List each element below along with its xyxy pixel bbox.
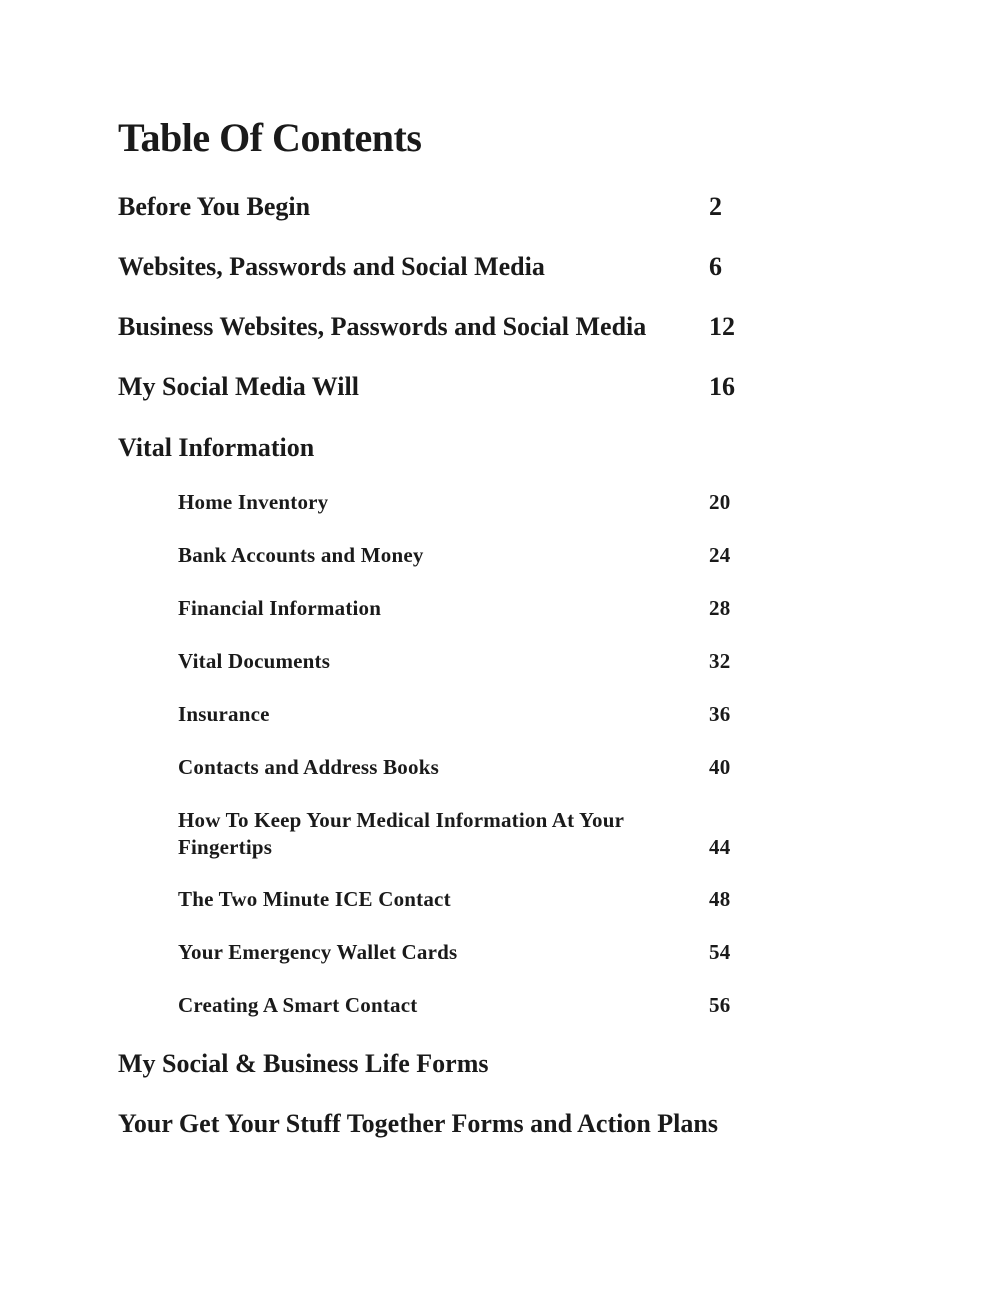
toc-section-heading [0, 1049, 1005, 1079]
toc-entry-label: Vital Documents [178, 649, 331, 673]
toc-entry-label: My Social Media Will [118, 372, 359, 401]
toc-entry-page: 32 [709, 649, 731, 673]
toc-entry-page: 20 [709, 490, 731, 514]
toc-entry-label: Before You Begin [118, 192, 311, 221]
toc-entry-label: Your Emergency Wallet Cards [178, 940, 458, 964]
toc-subentry [0, 648, 1005, 674]
toc-subentry [0, 992, 1005, 1018]
toc-section-heading [0, 1109, 1005, 1139]
toc-entry-label: The Two Minute ICE Contact [178, 887, 451, 911]
toc-entry-label: Websites, Passwords and Social Media [118, 252, 545, 281]
toc-subentry [0, 489, 1005, 515]
toc-entry-page: 6 [709, 252, 722, 281]
toc-entry-page: 56 [709, 993, 731, 1017]
toc-entry-page: 40 [709, 755, 731, 779]
toc-entry-page: 44 [709, 835, 731, 859]
toc-entry-page: 28 [709, 596, 731, 620]
toc-subentry [0, 701, 1005, 727]
toc-entry [0, 312, 1005, 342]
toc-entry [0, 372, 1005, 402]
toc-entry-page: 16 [709, 372, 735, 401]
toc-entry-page: 12 [709, 312, 735, 341]
toc-entry-page: 54 [709, 940, 731, 964]
toc-entry-page: 36 [709, 702, 731, 726]
toc-entry-label: Financial Information [178, 596, 382, 620]
toc-entry-page: 2 [709, 192, 722, 221]
toc-entry-label: Contacts and Address Books [178, 755, 439, 779]
toc-entry [0, 192, 1005, 222]
toc-entry-label: My Social & Business Life Forms [118, 1049, 489, 1078]
toc-entry-label: Creating A Smart Contact [178, 993, 418, 1017]
toc-subentry [0, 807, 1005, 859]
toc-entry-label: Vital Information [118, 433, 315, 462]
toc-entry-page: 48 [709, 887, 731, 911]
toc-entry-label: Business Websites, Passwords and Social Media [118, 312, 647, 341]
toc-subentry [0, 542, 1005, 568]
toc-entry [0, 252, 1005, 282]
toc-subentry [0, 595, 1005, 621]
toc-entry-page: 24 [709, 543, 731, 567]
toc-subentry [0, 886, 1005, 912]
toc-entry-label: Your Get Your Stuff Together Forms and Action Plans [118, 1109, 718, 1138]
toc-entry-label: How To Keep Your Medical Information At Your Fingertips [178, 808, 624, 859]
toc-entry-label: Home Inventory [178, 490, 329, 514]
toc-entry-label: Bank Accounts and Money [178, 543, 424, 567]
page-title: Table Of Contents [118, 115, 422, 160]
toc-section-heading [0, 433, 1005, 463]
toc-entry-label: Insurance [178, 702, 270, 726]
toc-subentry [0, 754, 1005, 780]
toc-subentry [0, 939, 1005, 965]
